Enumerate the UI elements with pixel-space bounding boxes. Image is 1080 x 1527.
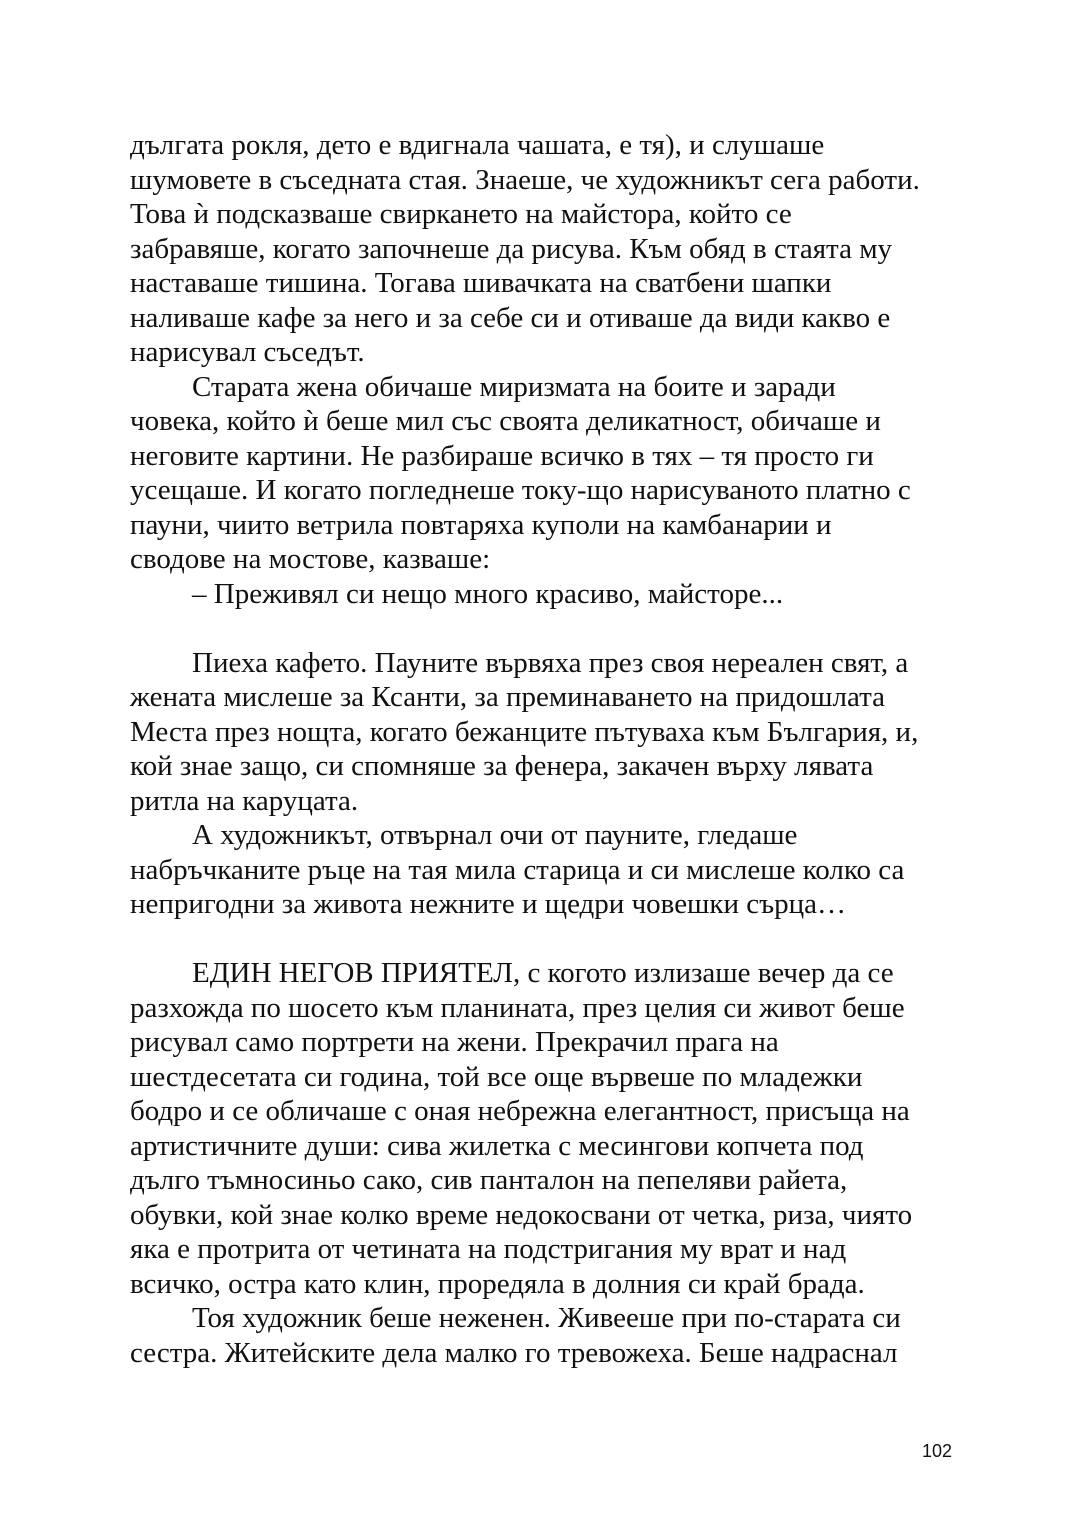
text-line: набръчканите ръце на тая мила старица и си мислеше колко са: [130, 853, 905, 886]
text-line: Пиеха кафето. Пауните вървяха през своя нереален свят, а: [192, 646, 909, 679]
text-line: – Преживял си нещо много красиво, майсторе...: [192, 577, 784, 610]
text-line: ритла на каруцата.: [130, 784, 359, 817]
text-line: пауни, чиито ветрила повтаряха куполи на камбанарии и: [130, 508, 832, 541]
text-line: неговите картини. Не разбираше всичко в тях – тя просто ги: [130, 439, 874, 472]
text-line: непригодни за живота нежните и щедри човешки сърца…: [130, 888, 847, 920]
text-line: ЕДИН НЕГОВ ПРИЯТЕЛ, с когото излизаше вечер да се: [192, 957, 894, 989]
text-line: забравяше, когато започнеше да рисува. Към обяд в стаята му: [130, 232, 893, 265]
text-line: бодро и се обличаше с оная небрежна елегантност, присъща на: [130, 1095, 910, 1127]
text-line: наливаше кафе за него и за себе си и отиваше да види какво е: [130, 301, 891, 334]
text-line: шестдесетата си година, той все още вървеше по младежки: [130, 1060, 863, 1093]
text-line: наставаше тишина. Тогава шивачката на сватбени шапки: [130, 267, 832, 299]
text-line: сестра. Житейските дела малко го тревожеха. Беше надраснал: [130, 1336, 898, 1369]
page-number: 102: [922, 1441, 953, 1461]
text-line: А художникът, отвърнал очи от пауните, гледаше: [192, 819, 798, 851]
text-line: обувки, кой знае колко време недокосвани от четка, риза, чиято: [130, 1198, 913, 1231]
text-line: сводове на мостове, казваше:: [130, 543, 491, 575]
text-line: нарисувал съседът.: [130, 336, 365, 368]
text-line: артистичните души: сива жилетка с месингови копчета под: [130, 1129, 864, 1162]
blank-line: [130, 611, 960, 646]
text-line: Места през нощта, когато бежанците пътуваха към България, и,: [130, 715, 919, 748]
text-line: кой знае защо, си спомняше за фенера, закачен върху лявата: [130, 750, 874, 782]
text-line: Старата жена обичаше миризмата на боите и заради: [192, 370, 836, 403]
text-line: Тоя художник беше неженен. Живееше при по-старата си: [192, 1302, 901, 1334]
text-line: жената мислеше за Ксанти, за преминаването на придошлата: [130, 681, 885, 713]
blank-line: [130, 922, 960, 957]
text-line: усещаше. И когато погледнеше току-що нарисуваното платно с: [130, 474, 911, 506]
text-line: дълго тъмносиньо сако, сив панталон на пепеляви райета,: [130, 1164, 848, 1196]
text-line: всичко, остра като клин, проредяла в долния си край брада.: [130, 1267, 865, 1300]
text-line: Това ѝ подсказваше свиркането на майстора, който се: [130, 198, 792, 230]
text-line: човека, който ѝ беше мил със своята деликатност, обичаше и: [130, 405, 881, 437]
text-line: шумовете в съседната стая. Знаеше, че художникът сега работи.: [130, 163, 920, 196]
body-text: [130, 128, 960, 1370]
text-line: яка е протрита от четината на подстригания му врат и над: [130, 1233, 847, 1265]
text-line: рисувал само портрети на жени. Прекрачил прага на: [130, 1026, 779, 1058]
text-line: разхожда по шосето към планината, през целия си живот беше: [130, 991, 905, 1024]
text-line: дългата рокля, дето е вдигнала чашата, е тя), и слушаше: [130, 129, 825, 161]
